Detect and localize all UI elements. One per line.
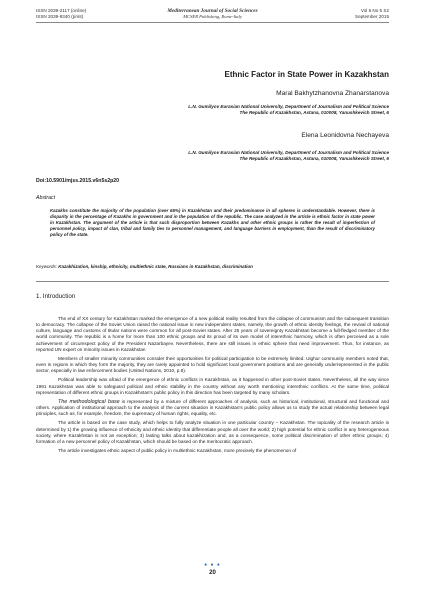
keywords-list: Kazakhization, kinship, ethnicity, multiethnic state, Russians in Kazakhstan, discrimination [58, 264, 253, 269]
paragraph-text: is represented by a mixture of different approaches of analysis, such as historical, institutional, structural and functional and others. Application of institutional approach to the analysis of the current situation in Kazakhstan's public policy allows us to study the actual relationship between legal principles, such as, for example, freedom, the supremacy of human rights, equality, etc. [36, 398, 389, 417]
methodology-emphasis: The methodological base [58, 398, 120, 405]
body-text [36, 316, 389, 457]
doi[interactable]: Doi:10.5901/mjss.2015.v6n5s2p20 [36, 178, 120, 184]
paragraph: Members of smaller minority communities consider their opportunities for political participation to be extremely limited. Uighur community members noted that, even in regions in which they form the majority, they are rarely appointed to hold significant local government positions and are generally underrepresented in the public sector, especially in law enforcement bodies (United Nations, 2010, p.8). [36, 355, 389, 374]
affiliation-2-line-2: The Republic of Kazakhstan, Astana, 010008, Yanushkevich Street, 6 [239, 156, 389, 161]
keywords-rule [36, 281, 389, 282]
article-title: Ethnic Factor in State Power in Kazakhstan [224, 70, 389, 79]
abstract-label: Abstract [36, 195, 56, 201]
paragraph: The article is based on the case study, which helps to fully analyze situation in one particular country – Kazakhstan. The topicality of the research article is determined by 1) the growing influence of ethnicity and ethnic identity that differentiate people all over the world; 2) high potential for ethnic conflict in any heterogeneous society, where Kazakhstan is not an exception; 3) lasting talks about kazakhization and, as a consequence, some political discrimination of other ethnic groups; 4) formation of a new personnel policy of Kazakhstan, which should be based on the meritocratic approach. [36, 420, 389, 444]
abstract-text: Kazakhs constitute the majority of the population (over 65%) in Kazakhstan and their predominance in all spheres is understandable. However, there is disparity in the percentage of Kazakhs in government and in the population of the republic. The case analyzed in the article is ethnic factor in state power in Kazakhstan. The argument of the article is that such disproportion between Kazakhs and other ethnic groups is rather the result of imperfection of personnel policy, impact of clan, tribal and family ties to personnel management, and language barriers in employment, than the result of discriminatory policy of the state. [50, 208, 375, 238]
footer-dots: ● ● ● [204, 562, 221, 568]
header-volume [355, 8, 389, 20]
issue-date: September 2015 [355, 14, 389, 19]
volume: Vol 6 No 5 S2 [360, 8, 389, 13]
author-1: Maral Bakhytzhanovna Zhanarstanova [276, 90, 389, 97]
keywords [36, 264, 389, 270]
paragraph [36, 399, 389, 417]
affiliation-1-line-2: The Republic of Kazakhstan, Astana, 010008, Yanushkevich Street, 6 [239, 110, 389, 115]
paragraph: The article investigates ethnic aspect of public policy in multiethnic Kazakhstan, more precisely the phenomenon of [58, 447, 297, 453]
affiliation-1 [89, 104, 389, 116]
page-number: 20 [209, 570, 216, 576]
issn-print: ISSN 2039-9340 (print) [36, 14, 84, 19]
affiliation-1-line-1: L.N. Gumilyov Eurasian National University, Department of Journalism and Political Science [188, 104, 389, 109]
paragraph: Political leadership was afraid of the emergence of ethnic conflicts in Kazakhstan, as it happened in other post-Soviet states. Nevertheless, all the way since 1991 Kazakhstan was able to safeguard political and ethnic stability in the country without any worth mentioning interethnic conflicts. At the same time, political representation of different ethnic groups in Kazakhstan's public policy in this direction has been targeted by many scholars. [36, 377, 389, 395]
section-heading: 1. Introduction [36, 293, 76, 300]
affiliation-2-line-1: L.N. Gumilyov Eurasian National University, Department of Journalism and Political Science [188, 150, 389, 155]
paragraph: The end of XX century for Kazakhstan marked the emergence of a new political reality resulted from the collapse of communism and the subsequent transition to democracy. The collapse of the Soviet Union raised the national issue in new independent states, namely, the growth of ethnic identity feelings, the revival of national culture, language and customs of titular nations were common for all post-Soviet states. After 25 years of sovereignty Kazakhstan become a full-fledged member of the world community. The republic is a home for more than 100 ethnic groups and its proud of its own model of interethnic harmony, which is often perceived as a sole achievement of circumspect policy of the President Nazarbayev. Nevertheless, there are still issues in ethnic sphere that need improvement. Thus, for instance, as reported UN expert on minority issues in Kazakhstan [36, 316, 389, 352]
author-2: Elena Leonidovna Nechayeva [301, 132, 389, 139]
issn-online: ISSN 2039-2117 (online) [36, 8, 87, 13]
affiliation-2 [89, 150, 389, 162]
header-rule [36, 22, 389, 23]
publisher: MCSER Publishing, Rome-Italy [183, 14, 242, 19]
keywords-label: Keywords: [36, 264, 58, 269]
journal-name: Mediterranean Journal of Social Sciences [167, 8, 258, 14]
